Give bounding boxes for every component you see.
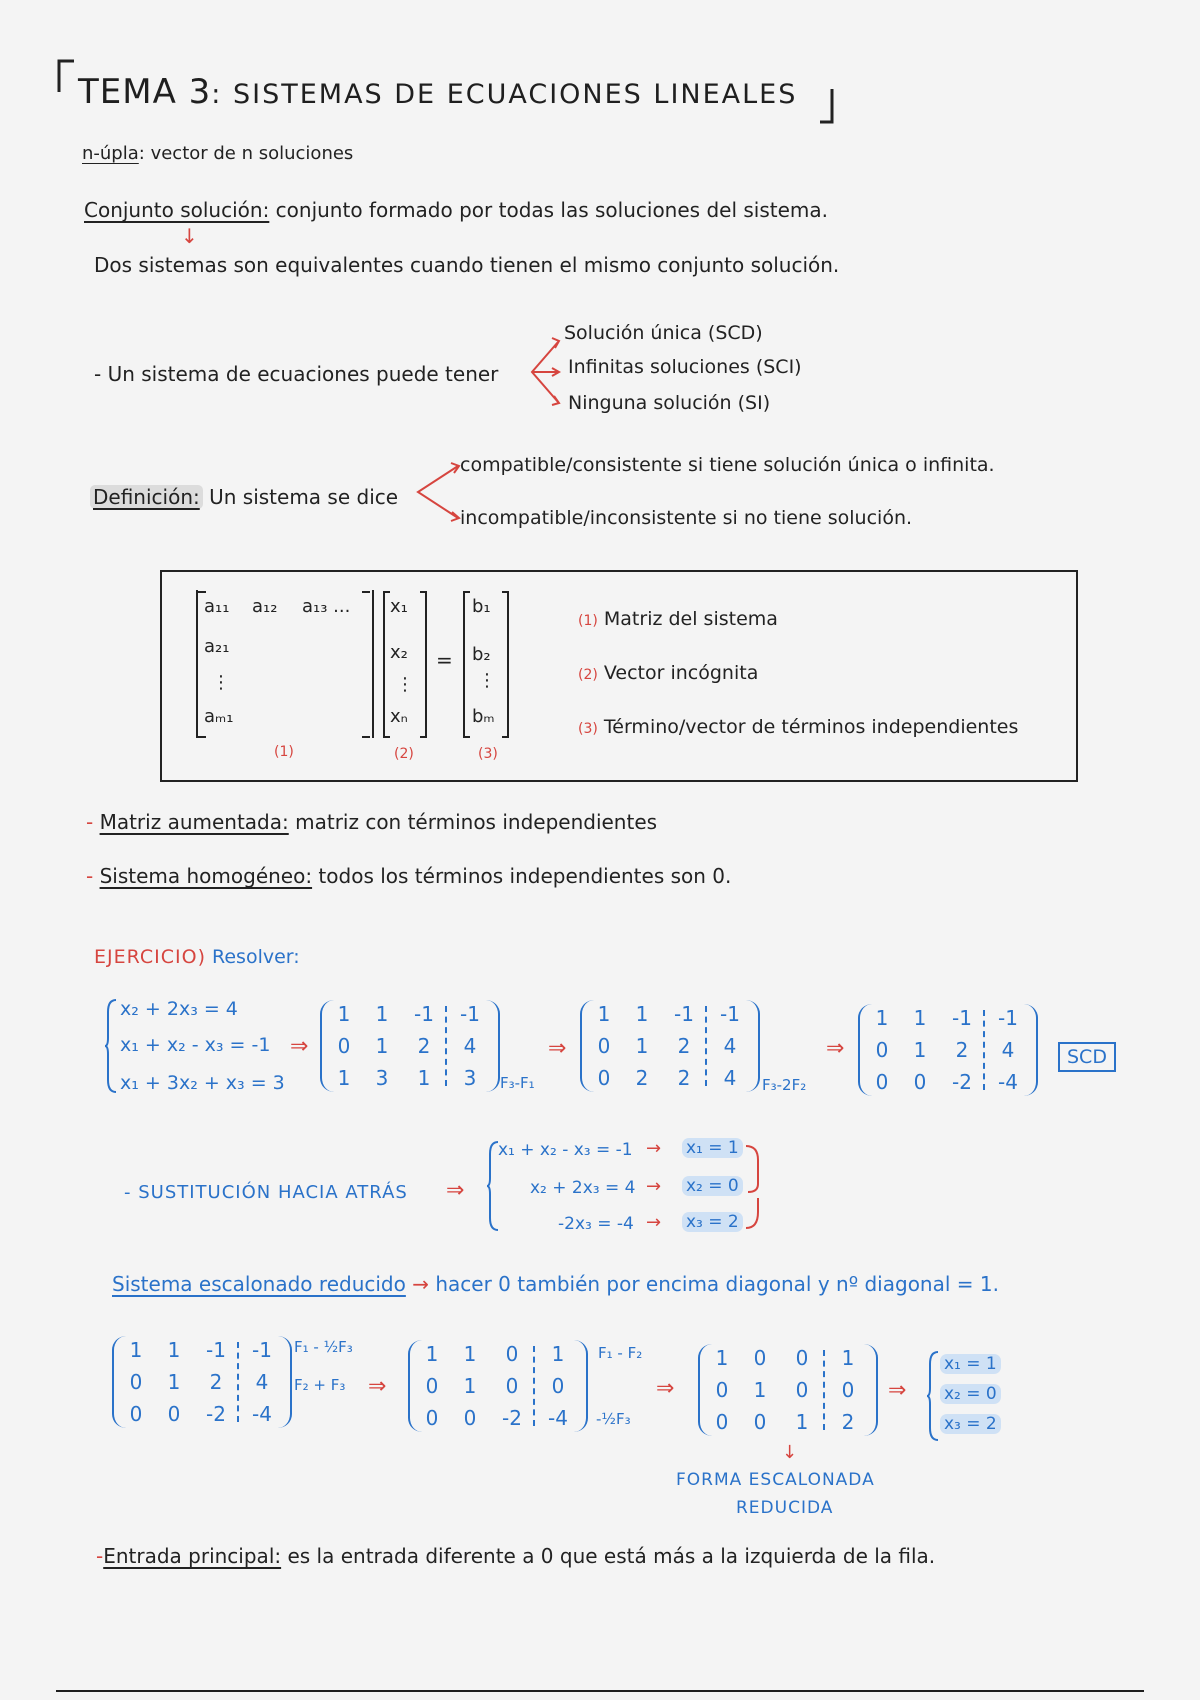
cell: 0 [551,1374,565,1398]
cell: -2 [502,1406,522,1430]
cell: 0 [875,1070,889,1094]
cell: 2 [841,1410,855,1434]
cell: 1 [463,1374,477,1398]
conjunto-line [84,198,828,222]
cell: 4 [463,1034,477,1058]
cell: -1 [674,1002,694,1026]
ej-matrix-3-grid [864,1006,1032,1094]
title-sub: : SISTEMAS DE ECUACIONES LINEALES [211,79,798,110]
definicion-brace-arrows [414,458,462,524]
cell: 0 [715,1410,729,1434]
aumentada-line: - Matriz aumentada: matriz con términos independientes [86,810,658,834]
cell: 1 [375,1034,389,1058]
cell: 1 [635,1002,649,1026]
system-eq-1: x₂ + 2x₃ = 4 [120,998,238,1020]
cell: -4 [252,1402,272,1426]
sust-eq-3: -2x₃ = -4 [558,1214,634,1234]
ejercicio-label: EJERCICIO) [94,946,206,968]
cell: 1 [337,1002,351,1026]
a13: a₁₃ ... [302,596,351,617]
page-bottom-rule [56,1690,1144,1692]
cell: 1 [417,1066,431,1090]
cell: 0 [795,1378,809,1402]
cell: 1 [841,1346,855,1370]
cell: 0 [597,1066,611,1090]
sust-sol-3: x₃ = 2 [682,1212,743,1232]
forma-label-2: REDUCIDA [736,1498,834,1518]
b-vdots: ⋮ [478,670,496,691]
cell: 1 [463,1342,477,1366]
legend-3 [578,716,1018,738]
cell: 0 [505,1342,519,1366]
ejercicio-verb: Resolver: [205,946,300,968]
page-title [78,72,797,112]
title-corner-left [56,58,76,94]
cell: -4 [998,1070,1018,1094]
b1: b₁ [472,596,491,617]
x2: x₂ [390,642,408,663]
homogeneo-def: todos los términos independientes son 0. [312,864,732,888]
cell: 0 [841,1378,855,1402]
sustitucion-arrow: ⇒ [446,1178,465,1203]
sust-backflow-arrows [742,1140,764,1236]
reducido-line [112,1272,999,1296]
red-arrow-2: ⇒ [656,1376,675,1401]
a12: a₁₂ [252,596,278,617]
cell: 4 [255,1370,269,1394]
cell: 4 [723,1034,737,1058]
legend-1-text: Matriz del sistema [603,608,778,630]
conjunto-term: Conjunto solución: [84,198,270,222]
cell: 2 [955,1038,969,1062]
label-3: (3) [478,746,498,762]
cell: 0 [795,1346,809,1370]
entrada-line: -Entrada principal: es la entrada diferente a 0 que está más a la izquierda de la fila. [96,1544,936,1568]
cell: 4 [723,1066,737,1090]
legend-2-text: Vector incógnita [603,662,759,684]
cell: 1 [375,1002,389,1026]
definicion-term: Definición: [90,485,203,509]
cell: 1 [875,1006,889,1030]
homogeneo-term: Sistema homogéneo: [99,864,313,888]
arrow-to-m3: ⇒ [826,1036,845,1061]
conjunto-def: conjunto formado por todas las soluciones del sistema. [269,198,828,222]
ej-op-1: F₃-F₁ [500,1074,535,1092]
definicion-lead: Un sistema se dice [202,485,399,509]
cell: 0 [129,1402,143,1426]
tipos-brace-arrows [528,332,564,412]
cell: 1 [129,1338,143,1362]
sust-eq-1: x₁ + x₂ - x₃ = -1 [498,1140,633,1160]
legend-3-text: Término/vector de términos independientes [603,716,1019,738]
cell: 0 [753,1410,767,1434]
cell: 0 [597,1034,611,1058]
cell: 1 [913,1038,927,1062]
ej-op-2: F₃-2F₂ [762,1076,807,1094]
sust-sol-2: x₂ = 0 [682,1176,743,1196]
system-eq-3: x₁ + 3x₂ + x₃ = 3 [120,1072,285,1094]
definicion-compatible: compatible/consistente si tiene solución única o infinita. [460,454,995,476]
cell: 0 [463,1406,477,1430]
cell: 2 [209,1370,223,1394]
ej-matrix-1-grid [326,1002,494,1090]
entrada-def: es la entrada diferente a 0 que está más a la izquierda de la fila. [281,1544,936,1568]
legend-1-num: (1) [578,613,598,629]
cell: 4 [1001,1038,1015,1062]
definicion-incompatible: incompatible/inconsistente si no tiene solución. [460,507,913,529]
ejercicio-heading [94,946,300,968]
red-sol-2: x₂ = 0 [940,1384,1001,1404]
cell: 2 [635,1066,649,1090]
tipos-lead: - Un sistema de ecuaciones puede tener [94,362,499,386]
arrow-to-m1: ⇒ [290,1034,309,1059]
aumentada-def: matriz con términos independientes [288,810,658,834]
cell: 3 [463,1066,477,1090]
reducido-def: hacer 0 también por encima diagonal y nº diagonal = 1. [435,1272,999,1296]
red-op-2a: F₁ - F₂ [598,1344,643,1362]
definicion-line [90,485,398,509]
cell: -1 [206,1338,226,1362]
cell: 0 [913,1070,927,1094]
cell: 2 [677,1034,691,1058]
legend-2 [578,662,758,684]
ej-matrix-2-grid [586,1002,754,1090]
red-matrix-3-grid [704,1346,872,1434]
b2: b₂ [472,644,491,665]
red-matrix-2-grid [414,1342,582,1430]
cell: -1 [998,1006,1018,1030]
cell: 1 [715,1346,729,1370]
a21: a₂₁ [204,636,230,657]
cell: -2 [206,1402,226,1426]
reducido-term: Sistema escalonado reducido [112,1272,406,1296]
cell: 0 [337,1034,351,1058]
red-sol-1: x₁ = 1 [940,1354,1001,1374]
red-sol-3: x₃ = 2 [940,1414,1001,1434]
am1: aₘ₁ [204,706,234,727]
label-2: (2) [394,746,414,762]
bm: bₘ [472,706,495,727]
legend-2-num: (2) [578,667,598,683]
sust-arrow-2: → [646,1176,662,1197]
cell: 0 [167,1402,181,1426]
cell: 0 [753,1346,767,1370]
equivalentes-line: Dos sistemas son equivalentes cuando tienen el mismo conjunto solución. [94,253,840,277]
aumentada-term: Matriz aumentada: [99,810,289,834]
cell: 1 [597,1002,611,1026]
red-arrow-1: ⇒ [368,1374,387,1399]
x1: x₁ [390,596,408,617]
cell: -4 [548,1406,568,1430]
cell: 2 [417,1034,431,1058]
red-op-2b: -½F₃ [596,1410,631,1428]
scd-badge: SCD [1058,1042,1116,1072]
cell: 1 [167,1338,181,1362]
cell: 1 [795,1410,809,1434]
cell: 0 [875,1038,889,1062]
cell: 1 [635,1034,649,1058]
sust-sol-1: x₁ = 1 [682,1138,743,1158]
reducido-arrow: → [412,1272,429,1296]
cell: 0 [425,1374,439,1398]
cell: 0 [715,1378,729,1402]
cell: -1 [460,1002,480,1026]
x-vdots: ⋮ [396,674,414,695]
conjunto-arrow: ↓ [181,224,198,248]
nupla-line [82,143,353,164]
entrada-term: Entrada principal: [103,1544,282,1568]
red-op-1b: F₂ + F₃ [294,1376,346,1394]
cell: -1 [252,1338,272,1362]
legend-1 [578,608,778,630]
cell: 1 [337,1066,351,1090]
red-matrix-1-grid [118,1338,286,1426]
cell: 1 [425,1342,439,1366]
system-brace [104,998,118,1094]
sust-arrow-1: → [646,1138,662,1159]
a-vdots: ⋮ [212,672,230,693]
cell: 3 [375,1066,389,1090]
forma-arrow: ↓ [782,1442,798,1463]
cell: -1 [720,1002,740,1026]
tipo-scd: Solución única (SCD) [564,322,763,344]
tipo-sci: Infinitas soluciones (SCI) [568,356,802,378]
cell: 1 [913,1006,927,1030]
cell: 1 [551,1342,565,1366]
tipo-si: Ninguna solución (SI) [568,392,771,414]
nupla-term: n-úpla [82,143,139,164]
label-1: (1) [274,744,294,760]
cell: -1 [952,1006,972,1030]
forma-label-1: FORMA ESCALONADA [676,1470,875,1490]
homogeneo-line: - Sistema homogéneo: todos los términos independientes son 0. [86,864,732,888]
cell: -1 [414,1002,434,1026]
cell: 1 [753,1378,767,1402]
arrow-to-m2: ⇒ [548,1036,567,1061]
nupla-def: : vector de n soluciones [138,143,354,164]
a11: a₁₁ [204,596,230,617]
cell: 0 [505,1374,519,1398]
title-main: TEMA 3 [78,72,212,112]
sust-arrow-3: → [646,1212,662,1233]
legend-3-num: (3) [578,721,598,737]
cell: 0 [129,1370,143,1394]
title-corner-right [818,86,838,126]
red-arrow-3: ⇒ [888,1378,907,1403]
xn: xₙ [390,706,408,727]
sustitucion-label: - SUSTITUCIÓN HACIA ATRÁS [124,1182,408,1203]
box-equals: = [436,648,453,672]
red-op-1a: F₁ - ½F₃ [294,1338,353,1356]
sust-eq-2: x₂ + 2x₃ = 4 [530,1178,636,1198]
cell: -2 [952,1070,972,1094]
system-eq-2: x₁ + x₂ - x₃ = -1 [120,1034,271,1056]
cell: 0 [425,1406,439,1430]
cell: 2 [677,1066,691,1090]
cell: 1 [167,1370,181,1394]
red-sols-brace [926,1350,940,1442]
